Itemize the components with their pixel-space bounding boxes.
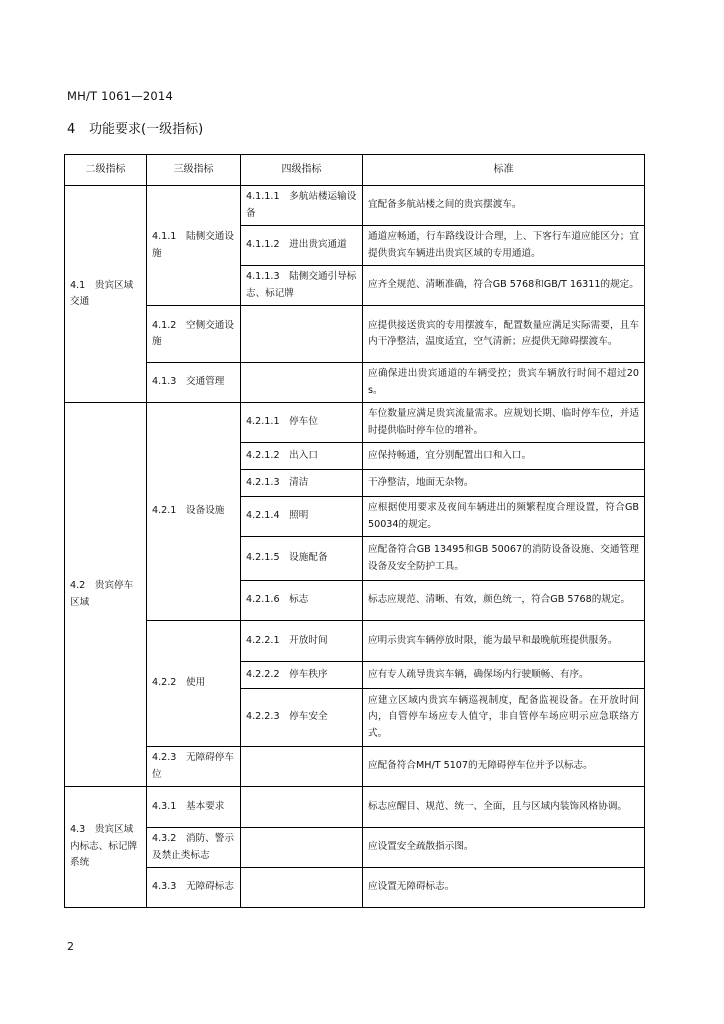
table-row — [65, 747, 645, 787]
level2-cell: 4.1 贵宾区域交通 — [65, 186, 147, 403]
column-header: 二级指标 — [65, 155, 147, 186]
standard-cell: 应设置安全疏散指示图。 — [363, 828, 645, 868]
level4-cell: 4.2.2.2 停车秩序 — [241, 662, 363, 689]
level4-cell — [241, 363, 363, 403]
standard-code: MH/T 1061—2014 — [67, 89, 173, 103]
standard-cell: 应配备符合GB 13495和GB 50067的消防设备设施、交通管理设备及安全防护工具。 — [363, 537, 645, 581]
level4-cell — [241, 787, 363, 828]
level4-cell: 4.1.1.3 陆侧交通引导标志、标记牌 — [241, 266, 363, 306]
level4-cell: 4.2.1.2 出入口 — [241, 443, 363, 470]
level4-cell — [241, 828, 363, 868]
standard-cell: 标志应醒目、规范、统一、全面，且与区域内装饰风格协调。 — [363, 787, 645, 828]
level3-cell: 4.1.3 交通管理 — [147, 363, 241, 403]
standard-cell: 应保持畅通，宜分别配置出口和入口。 — [363, 443, 645, 470]
table-row — [65, 306, 645, 363]
table-header-row — [65, 155, 645, 186]
level2-cell: 4.2 贵宾停车区域 — [65, 403, 147, 787]
section-number: 4 — [67, 122, 76, 137]
level3-cell: 4.2.3 无障碍停车位 — [147, 747, 241, 787]
table-row — [65, 787, 645, 828]
section-heading — [67, 118, 203, 137]
table-row — [65, 828, 645, 868]
level3-cell: 4.1.2 空侧交通设施 — [147, 306, 241, 363]
table-row — [65, 621, 645, 662]
standard-cell: 应配备符合MH/T 5107的无障碍停车位并予以标志。 — [363, 747, 645, 787]
level3-cell: 4.3.1 基本要求 — [147, 787, 241, 828]
level4-cell — [241, 306, 363, 363]
standard-cell: 标志应规范、清晰、有效，颜色统一，符合GB 5768的规定。 — [363, 581, 645, 621]
level4-cell: 4.2.2.3 停车安全 — [241, 689, 363, 747]
level4-cell: 4.2.1.1 停车位 — [241, 403, 363, 443]
requirements-table — [64, 154, 645, 908]
standard-cell: 应确保进出贵宾通道的车辆受控；贵宾车辆放行时间不超过20 s。 — [363, 363, 645, 403]
table-row — [65, 868, 645, 908]
standard-cell: 通道应畅通，行车路线设计合理，上、下客行车道应能区分；宜提供贵宾车辆进出贵宾区域的专用通道。 — [363, 226, 645, 266]
page-number: 2 — [67, 940, 74, 953]
column-header: 三级指标 — [147, 155, 241, 186]
section-title: 功能要求(一级指标) — [89, 122, 204, 137]
level4-cell — [241, 747, 363, 787]
standard-cell: 应有专人疏导贵宾车辆，确保场内行驶顺畅、有序。 — [363, 662, 645, 689]
table-row — [65, 363, 645, 403]
level4-cell: 4.2.1.4 照明 — [241, 497, 363, 537]
standard-cell: 宜配备多航站楼之间的贵宾摆渡车。 — [363, 186, 645, 226]
column-header: 四级指标 — [241, 155, 363, 186]
level4-cell: 4.1.1.1 多航站楼运输设备 — [241, 186, 363, 226]
level4-cell: 4.1.1.2 进出贵宾通道 — [241, 226, 363, 266]
level4-cell: 4.2.2.1 开放时间 — [241, 621, 363, 662]
standard-cell: 应根据使用要求及夜间车辆进出的频繁程度合理设置，符合GB 50034的规定。 — [363, 497, 645, 537]
standard-cell: 应设置无障碍标志。 — [363, 868, 645, 908]
level4-cell: 4.2.1.6 标志 — [241, 581, 363, 621]
standard-cell: 应建立区域内贵宾车辆巡视制度，配备监视设备。在开放时间内，自管停车场应专人值守，非自管停车场应明示应急联络方式。 — [363, 689, 645, 747]
standard-cell: 应齐全规范、清晰准确，符合GB 5768和GB/T 16311的规定。 — [363, 266, 645, 306]
level2-cell: 4.3 贵宾区域内标志、标记牌系统 — [65, 787, 147, 908]
level4-cell — [241, 868, 363, 908]
level4-cell: 4.2.1.5 设施配备 — [241, 537, 363, 581]
level4-cell: 4.2.1.3 清洁 — [241, 470, 363, 497]
level3-cell: 4.3.3 无障碍标志 — [147, 868, 241, 908]
standard-cell: 应明示贵宾车辆停放时限，能为最早和最晚航班提供服务。 — [363, 621, 645, 662]
standard-cell: 干净整洁，地面无杂物。 — [363, 470, 645, 497]
level3-cell: 4.2.1 设备设施 — [147, 403, 241, 621]
column-header: 标准 — [363, 155, 645, 186]
level3-cell: 4.1.1 陆侧交通设施 — [147, 186, 241, 306]
standard-cell: 车位数量应满足贵宾流量需求。应规划长期、临时停车位，并适时提供临时停车位的增补。 — [363, 403, 645, 443]
table-row — [65, 186, 645, 226]
level3-cell: 4.3.2 消防、警示及禁止类标志 — [147, 828, 241, 868]
table-row — [65, 403, 645, 443]
level3-cell: 4.2.2 使用 — [147, 621, 241, 747]
standard-cell: 应提供接送贵宾的专用摆渡车，配置数量应满足实际需要，且车内干净整洁，温度适宜，空气清新；应提供无障碍摆渡车。 — [363, 306, 645, 363]
